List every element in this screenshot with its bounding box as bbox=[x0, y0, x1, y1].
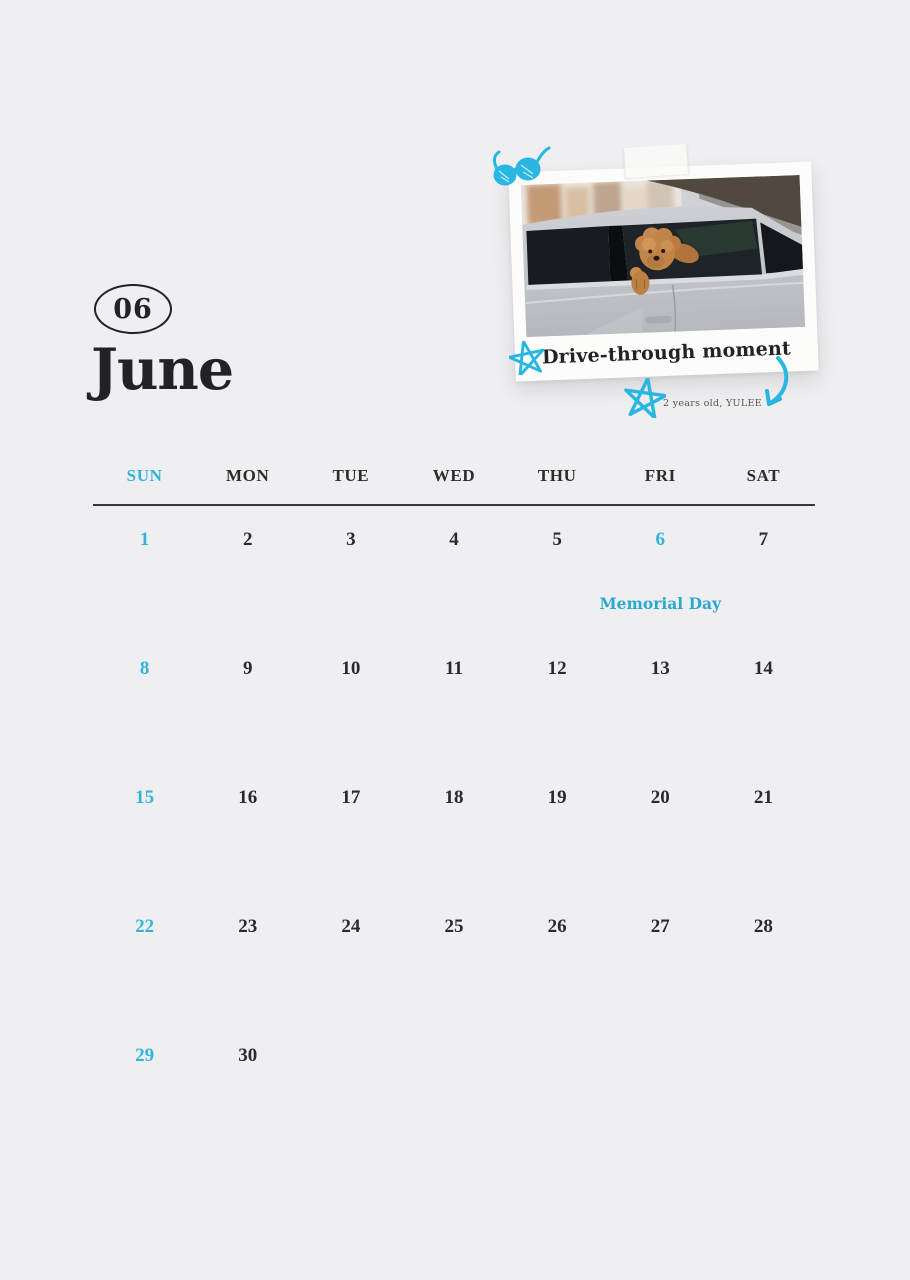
day-number: 22 bbox=[135, 916, 155, 937]
day-header-tue: TUE bbox=[332, 466, 370, 485]
day-header-mon: MON bbox=[226, 466, 270, 485]
calendar-day-4 bbox=[402, 522, 505, 651]
day-number: 7 bbox=[758, 529, 769, 550]
day-number: 25 bbox=[444, 916, 464, 937]
calendar-day-17 bbox=[299, 780, 402, 909]
day-number: 30 bbox=[238, 1045, 258, 1066]
calendar-divider bbox=[93, 504, 815, 506]
calendar-day-empty bbox=[299, 1038, 402, 1167]
day-number: 20 bbox=[650, 787, 670, 808]
event-label: Memorial Day bbox=[599, 594, 722, 613]
calendar-day-29 bbox=[93, 1038, 196, 1167]
photo-credit: 2 years old, YULEE bbox=[663, 398, 762, 409]
calendar-day-25 bbox=[402, 909, 505, 1038]
day-header-sat: SAT bbox=[746, 466, 781, 485]
calendar-day-16 bbox=[196, 780, 299, 909]
calendar-day-30 bbox=[196, 1038, 299, 1167]
day-header-sun: SUN bbox=[126, 466, 163, 485]
calendar-day-21 bbox=[712, 780, 815, 909]
day-number: 17 bbox=[341, 787, 361, 808]
day-number: 18 bbox=[444, 787, 464, 808]
day-number: 2 bbox=[242, 529, 253, 550]
calendar-day-empty bbox=[402, 1038, 505, 1167]
day-number: 16 bbox=[238, 787, 258, 808]
day-number: 4 bbox=[449, 529, 459, 550]
calendar-day-6 bbox=[599, 522, 722, 651]
day-header-fri: FRI bbox=[644, 466, 676, 485]
calendar-day-14 bbox=[712, 651, 815, 780]
calendar-day-2 bbox=[196, 522, 299, 651]
washi-tape bbox=[623, 144, 689, 178]
month-number: 06 bbox=[113, 293, 153, 325]
day-number: 15 bbox=[135, 787, 155, 808]
calendar-day-22 bbox=[93, 909, 196, 1038]
calendar-day-26 bbox=[506, 909, 609, 1038]
photo-caption: Drive-through moment bbox=[541, 337, 792, 369]
day-number: 1 bbox=[139, 529, 150, 550]
day-number: 3 bbox=[346, 529, 356, 550]
calendar-day-8 bbox=[93, 651, 196, 780]
day-number: 26 bbox=[547, 916, 567, 937]
day-number: 29 bbox=[135, 1045, 155, 1066]
sunglasses-doodle-icon bbox=[490, 144, 556, 196]
day-header-thu: THU bbox=[537, 466, 577, 485]
calendar-day-13 bbox=[609, 651, 712, 780]
day-number: 23 bbox=[238, 916, 258, 937]
calendar-day-20 bbox=[609, 780, 712, 909]
calendar-day-empty bbox=[506, 1038, 609, 1167]
calendar-day-7 bbox=[712, 522, 815, 651]
calendar-day-18 bbox=[402, 780, 505, 909]
calendar-day-3 bbox=[299, 522, 402, 651]
calendar-day-9 bbox=[196, 651, 299, 780]
calendar-grid bbox=[93, 522, 815, 1167]
day-number: 9 bbox=[242, 658, 253, 679]
day-number: 24 bbox=[341, 916, 361, 937]
calendar-day-empty bbox=[712, 1038, 815, 1167]
calendar-day-19 bbox=[506, 780, 609, 909]
calendar-day-1 bbox=[93, 522, 196, 651]
calendar-day-24 bbox=[299, 909, 402, 1038]
day-number: 27 bbox=[650, 916, 670, 937]
calendar-day-10 bbox=[299, 651, 402, 780]
calendar-day-27 bbox=[609, 909, 712, 1038]
star-doodle-icon bbox=[509, 341, 545, 375]
calendar-day-11 bbox=[402, 651, 505, 780]
calendar-day-5 bbox=[506, 522, 609, 651]
day-header-row bbox=[93, 462, 815, 490]
calendar-day-23 bbox=[196, 909, 299, 1038]
calendar-day-15 bbox=[93, 780, 196, 909]
day-number: 11 bbox=[445, 658, 463, 679]
day-number: 6 bbox=[655, 529, 666, 550]
day-number: 28 bbox=[753, 916, 773, 937]
photo-illustration bbox=[521, 175, 805, 337]
day-number: 19 bbox=[547, 787, 567, 808]
calendar-day-empty bbox=[609, 1038, 712, 1167]
day-number: 21 bbox=[753, 787, 773, 808]
day-number: 10 bbox=[341, 658, 361, 679]
calendar-day-28 bbox=[712, 909, 815, 1038]
day-number: 5 bbox=[552, 529, 562, 550]
day-number: 12 bbox=[547, 658, 567, 679]
day-number: 13 bbox=[650, 658, 670, 679]
month-number-badge bbox=[94, 284, 172, 334]
day-number: 8 bbox=[139, 658, 150, 679]
day-header-wed: WED bbox=[432, 466, 476, 485]
month-title: June bbox=[91, 336, 234, 403]
calendar-day-12 bbox=[506, 651, 609, 780]
day-number: 14 bbox=[753, 658, 773, 679]
